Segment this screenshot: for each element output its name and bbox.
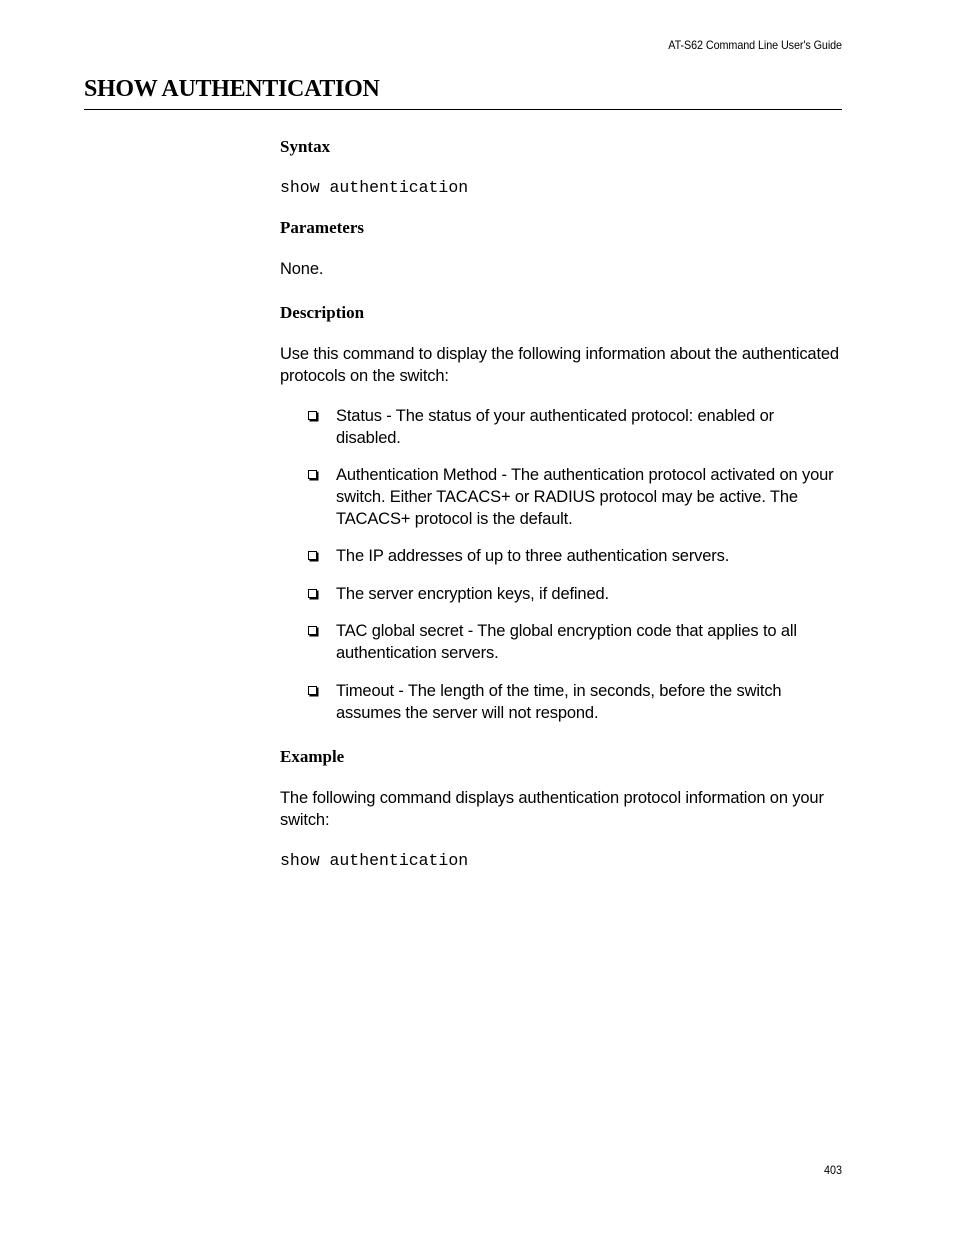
checkbox-bullet-icon (308, 626, 317, 635)
syntax-command: show authentication (280, 178, 469, 197)
list-item (280, 620, 842, 664)
example-heading: Example (280, 747, 345, 766)
list-item-text: TAC global secret - The global encryption code that applies to all authentication servers. (336, 622, 797, 662)
checkbox-bullet-icon (308, 551, 317, 560)
list-item (280, 680, 842, 724)
content-body (280, 136, 842, 872)
title-rule (84, 109, 842, 110)
running-header: AT-S62 Command Line User's Guide (668, 38, 842, 52)
checkbox-bullet-icon (308, 470, 317, 479)
description-list (280, 405, 842, 724)
parameters-heading: Parameters (280, 218, 365, 237)
example-command: show authentication (280, 851, 469, 870)
list-item (280, 583, 842, 605)
list-item (280, 405, 842, 449)
syntax-heading: Syntax (280, 137, 331, 156)
list-item-text: Authentication Method - The authentication protocol activated on your switch. Either TACACS+ or RADIUS protocol may be active. The TACACS+ protocol is the default. (336, 466, 834, 528)
list-item (280, 464, 842, 530)
list-item-text: The IP addresses of up to three authentication servers. (336, 547, 730, 565)
page-number: 403 (823, 1163, 842, 1177)
page-title: SHOW AUTHENTICATION (84, 76, 380, 102)
list-item-text: Timeout - The length of the time, in seconds, before the switch assumes the server will not respond. (336, 682, 782, 722)
example-text: The following command displays authentication protocol information on your switch: (280, 789, 824, 829)
list-item-text: The server encryption keys, if defined. (336, 585, 609, 603)
description-intro: Use this command to display the following information about the authenticated protocols on the switch: (280, 345, 839, 385)
parameters-text: None. (280, 260, 324, 278)
checkbox-bullet-icon (308, 589, 317, 598)
list-item-text: Status - The status of your authenticated protocol: enabled or disabled. (336, 407, 775, 447)
list-item (280, 545, 842, 567)
checkbox-bullet-icon (308, 411, 317, 420)
description-heading: Description (280, 303, 365, 322)
checkbox-bullet-icon (308, 686, 317, 695)
